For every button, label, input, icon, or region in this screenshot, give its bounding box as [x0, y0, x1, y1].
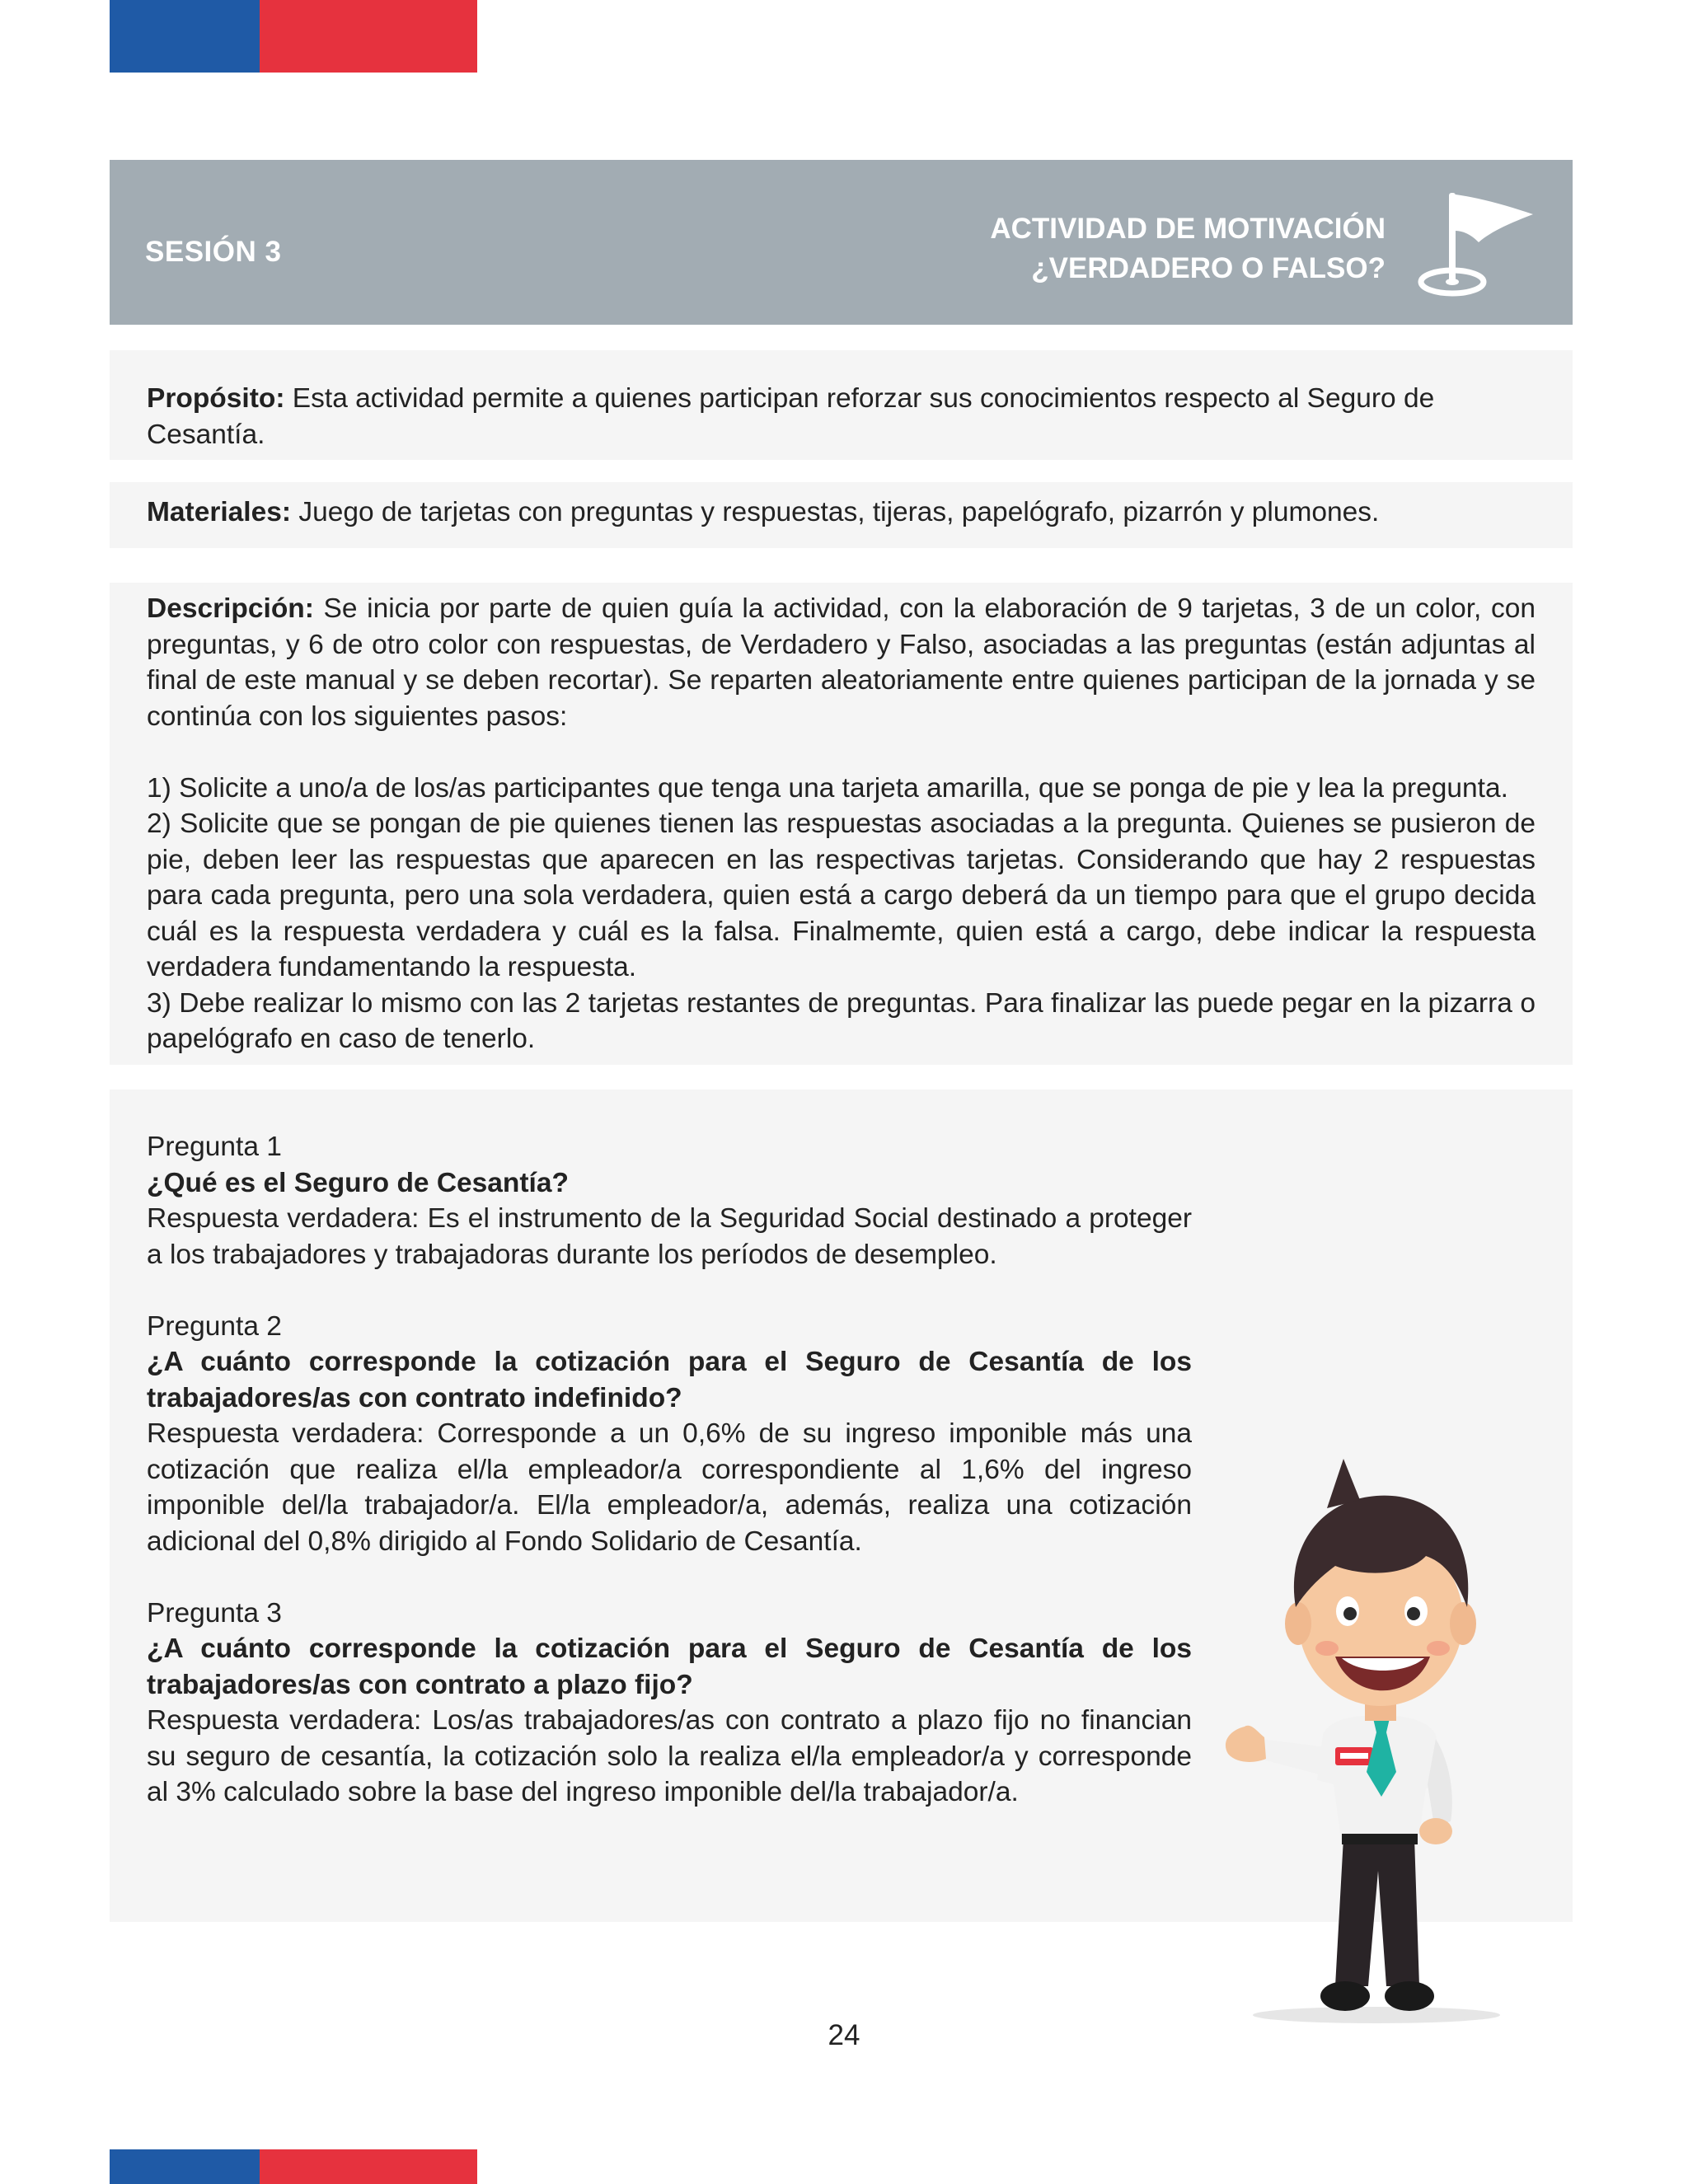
- description-box: [110, 583, 1573, 1065]
- materials-text: Juego de tarjetas con preguntas y respuestas, tijeras, papelógrafo, pizarrón y plumones.: [291, 497, 1380, 527]
- flag-stripe-blue: [110, 0, 260, 73]
- flag-stripe-top: [110, 0, 477, 73]
- question-1-text: ¿Qué es el Seguro de Cesantía?: [147, 1167, 569, 1198]
- question-2-text: ¿A cuánto corresponde la cotización para el Seguro de Cesantía de los trabajadores/as con contrato indefinido?: [147, 1347, 1192, 1413]
- description-step-2: 2) Solicite que se pongan de pie quienes tienen las respuestas asociadas a la pregunta. Quienes se pusieron de pie, deben leer las respuestas que aparecen en las respectivas tarjetas. Considerando que hay 2 respuestas para cada pregunta, pero una sola verdadera, quien está a cargo deberá da un tiempo para que el grupo decida cuál es la respuesta verdadera y cuál es la falsa. Finalmemte, quien está a cargo, debe indicar la respuesta verdadera fundamentando la respuesta.: [147, 808, 1536, 982]
- flag-stripe-blue: [110, 2149, 260, 2184]
- description-step-1: 1) Solicite a uno/a de los/as participantes que tenga una tarjeta amarilla, que se ponga de pie y lea la pregunta.: [147, 772, 1508, 804]
- question-3-answer: Respuesta verdadera: Los/as trabajadores/as con contrato a plazo fijo no financian su seguro de cesantía, la cotización solo la realiza el/la empleador/a y corresponde al 3% calculado sobre la base del ingreso imponible del/la trabajador/a.: [147, 1705, 1192, 1807]
- description-intro-text: Se inicia por parte de quien guía la actividad, con la elaboración de 9 tarjetas, 3 de un color, con preguntas, y 6 de otro color con respuestas, de Verdadero y Falso, asociadas a las preguntas (están adjuntas al final de este manual y se deben recortar). Se reparten aleatoriamente entre quienes participan de la jornada y se continúa con los siguientes pasos:: [147, 593, 1536, 732]
- activity-title: [990, 209, 1386, 288]
- description-step-3: 3) Debe realizar lo mismo con las 2 tarjetas restantes de preguntas. Para finalizar las puede pegar en la pizarra o papelógrafo en caso de tenerlo.: [147, 987, 1536, 1054]
- session-header: [110, 160, 1573, 325]
- question-2-answer: Respuesta verdadera: Corresponde a un 0,6% de su ingreso imponible más una cotización que realiza el/la empleador/a correspondiente al 1,6% del ingreso imponible del/la trabajador/a. El/la empleador/a, además, realiza una cotización adicional del 0,8% dirigido al Fondo Solidario de Cesantía.: [147, 1418, 1192, 1557]
- question-1-answer: Respuesta verdadera: Es el instrumento de la Seguridad Social destinado a proteger a los trabajadores y trabajadoras durante los períodos de desempleo.: [147, 1203, 1192, 1270]
- purpose-text: Esta actividad permite a quienes participan reforzar sus conocimientos respecto al Seguro de Cesantía.: [147, 383, 1435, 450]
- flag-stripe-bottom: [110, 2149, 477, 2184]
- session-title: SESIÓN 3: [145, 236, 282, 268]
- question-3-text: ¿A cuánto corresponde la cotización para el Seguro de Cesantía de los trabajadores/as con contrato a plazo fijo?: [147, 1633, 1192, 1700]
- flag-stripe-red: [260, 2149, 477, 2184]
- materials-box: [110, 482, 1573, 548]
- flag-icon: [1413, 188, 1536, 303]
- questions-list: [147, 1129, 1192, 1811]
- purpose-box: [110, 350, 1573, 460]
- cartoon-man-illustration: [1203, 1409, 1550, 2027]
- activity-title-line1: ACTIVIDAD DE MOTIVACIÓN: [990, 213, 1386, 245]
- materials-label: Materiales:: [147, 497, 292, 527]
- flag-stripe-red: [260, 0, 477, 73]
- question-3-label: Pregunta 3: [147, 1597, 282, 1629]
- description-label: Descripción:: [147, 593, 314, 624]
- activity-title-line2: ¿VERDADERO O FALSO?: [1031, 252, 1386, 284]
- description-intro: [147, 591, 1536, 734]
- question-1-label: Pregunta 1: [147, 1132, 282, 1162]
- question-2-label: Pregunta 2: [147, 1310, 282, 1342]
- purpose-label: Propósito:: [147, 383, 285, 414]
- page-number: 24: [828, 2019, 860, 2051]
